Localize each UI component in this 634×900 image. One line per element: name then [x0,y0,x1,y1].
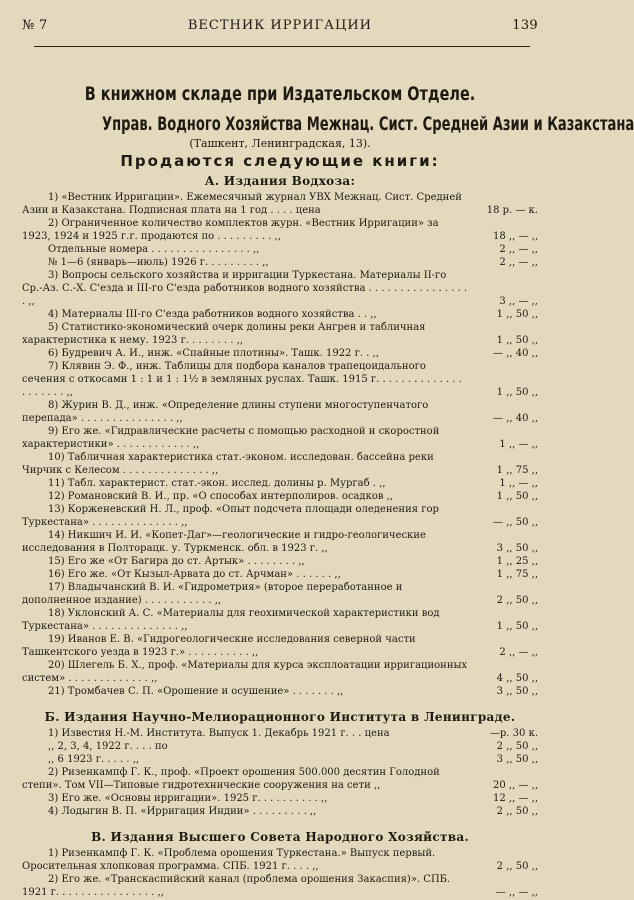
header-rule [34,46,530,47]
book-entry [22,256,538,269]
book-entry [22,555,538,568]
book-entry-price: —р. 30 к. [489,728,538,739]
book-entry [22,766,538,792]
book-entry [22,727,538,740]
book-entry-price: 2 ,, 50 ,, [496,861,538,872]
book-entry [22,568,538,581]
book-entry-price: 1 ,, 75 ,, [496,465,538,476]
book-entry-text: 2) Ризенкампф Г. К., проф. «Проект орошения 500.000 десятин Голодной степи». Том VII—Типовые гидротехнические сооружения на сети ,, [22,767,440,791]
book-entry-text: 19) Иванов Е. В. «Гидрогеологические исследования северной части Ташкентского уезда в 1923 г.» . . . . . . . . . . ,, [22,634,416,658]
book-entry [22,347,538,360]
book-entry [22,529,538,555]
book-entry-text: 5) Статистико-экономический очерк долины реки Ангрен и табличная характеристика к нему. 1923 г. . . . . . . . ,, [22,322,426,346]
book-entry-text: Отдельные номера . . . . . . . . . . . . . . . . ,, [48,244,260,255]
book-entry-price: 2 ,, — ,, [499,647,538,658]
section-heading: Б. Издания Научно-Мелиорационного Института в Ленинграде. [44,710,516,724]
book-entry [22,633,538,659]
book-entry [22,321,538,347]
book-entry-text: 18) Уклонский А. С. «Материалы для геохимической характеристики вод Туркестана» . . . . . . . . . . . . . . ,, [22,608,440,632]
book-entry [22,685,538,698]
book-entry-text: № 1—6 (январь—июль) 1926 г. . . . . . . . . ,, [48,257,269,268]
book-entry-text: 3) Вопросы сельского хозяйства и ирригации Туркестана. Материалы II-го Ср.-Аз. С.-Х. С'езда и III-го С'езда работников водного хозяйства . . . . . . . . . . . . . . . . . ,, [22,270,468,307]
book-entry-text: 6) Будревич А. И., инж. «Спайные плотины». Ташк. 1922 г. . ,, [48,348,379,359]
book-entry-price: 2 ,, — ,, [499,244,538,255]
section-heading: В. Издания Высшего Совета Народного Хозяйства. [91,830,469,844]
book-entry-price: 1 ,, — ,, [499,439,538,450]
book-entry-price: 4 ,, 50 ,, [496,673,538,684]
page-number: 139 [512,18,538,33]
book-entry-price: — ,, 40 ,, [493,348,538,359]
book-entry-price: 1 ,, 50 ,, [496,309,538,320]
book-entry-price: — ,, 50 ,, [493,517,538,528]
book-entry-price: 1 ,, 75 ,, [496,569,538,580]
book-entry [22,360,538,399]
journal-title: ВЕСТНИК ИРРИГАЦИИ [187,18,373,33]
book-entry-text: 11) Табл. характерист. стат.-экон. исслед. долины р. Мургаб . ,, [48,478,386,489]
book-entry-text: 3) Его же. «Основы ирригации». 1925 г. . . . . . . . . . ,, [48,793,328,804]
book-entry-price: 2 ,, — ,, [499,257,538,268]
book-entry-text: 12) Романовский В. И., пр. «О способах интерполиров. осадков ,, [48,491,394,502]
book-entry-price: — ,, — ,, [495,887,538,898]
book-entry-text: 17) Владычанский В. И. «Гидрометрия» (второе переработанное и дополненное издание) . . . . . . . . . . . ,, [22,582,403,606]
section-heading: А. Издания Водхоза: [204,174,356,188]
book-entry [22,659,538,685]
book-entry-price: 3 ,, — ,, [499,296,538,307]
book-entry-text: 21) Тромбачев С. П. «Орошение и осушение» . . . . . . . ,, [48,686,344,697]
book-entry [22,847,538,873]
book-entry-text: 8) Журин В. Д., инж. «Определение длины ступени многоступенчатого перепада» . . . . . . . . . . . . . . . ,, [22,400,429,424]
book-entry-text: ,, 6 1923 г. . . . . ,, [48,754,140,765]
book-entry-text: 15) Его же «От Багира до ст. Артык» . . . . . . . . ,, [48,556,305,567]
book-entry-text: 1) «Вестник Ирригации». Ежемесячный журнал УВХ Межнац. Сист. Средней Азии и Казакстана. Подписная плата на 1 год . . . . цена [22,192,462,216]
book-entry-price: 3 ,, 50 ,, [496,754,538,765]
book-entry [22,243,538,256]
book-entry-price: 18 ,, — ,, [493,231,538,242]
book-entry-text: 14) Никшич И. И. «Копет-Даг»—геологические и гидро-геологические исследования в Полторацк. у. Туркменск. обл. в 1923 г. ,, [22,530,426,554]
book-entry-price: 1 ,, — ,, [499,478,538,489]
book-entry-price: 12 ,, — ,, [493,793,538,804]
book-entry [22,425,538,451]
book-entry-price: 1 ,, 50 ,, [496,335,538,346]
book-entry [22,490,538,503]
book-entry-text: 4) Материалы III-го С'езда работников водного хозяйства . . ,, [48,309,377,320]
book-entry-price: — ,, 40 ,, [493,413,538,424]
book-entry [22,308,538,321]
book-entry-price: 1 ,, 50 ,, [496,621,538,632]
book-entry [22,217,538,243]
book-entry [22,451,538,477]
book-entry [22,805,538,818]
book-entry [22,753,538,766]
book-entry-price: 2 ,, 50 ,, [496,595,538,606]
title-line-1: В книжном складе при Издательском Отделе. [84,83,476,105]
book-entry [22,873,538,899]
book-sections [22,174,538,899]
book-entry [22,607,538,633]
book-entry-text: ,, 2, 3, 4, 1922 г. . . . по [48,741,168,752]
issue-number: № 7 [22,18,48,33]
book-entry-price: 2 ,, 50 ,, [496,741,538,752]
book-entry [22,581,538,607]
book-entry [22,191,538,217]
book-entry-text: 1) Ризенкампф Г. К. «Проблема орошения Туркестана.» Выпуск первый. Оросительная хлопковая программа. СПБ. 1921 г. . . . ,, [22,848,436,872]
book-entry-price: 18 р. — к. [486,205,538,216]
book-entry-text: 1) Известия Н.-М. Института. Выпуск 1. Декабрь 1921 г. . . цена [48,728,390,739]
book-entry [22,503,538,529]
book-entry-price: 1 ,, 50 ,, [496,491,538,502]
book-entry [22,740,538,753]
book-entry-price: 2 ,, 50 ,, [496,806,538,817]
book-entry-text: 13) Корженевский Н. Л., проф. «Опыт подсчета площади оледенения гор Туркестана» . . . . . . . . . . . . . . ,, [22,504,439,528]
book-entry-text: 16) Его же. «От Кызыл-Арвата до ст. Арчман» . . . . . . ,, [48,569,341,580]
title-line-2: Управ. Водного Хозяйства Межнац. Сист. Средней Азии и Казакстана [101,113,634,135]
book-entry-text: 7) Клявин Э. Ф., инж. Таблицы для подбора каналов трапецоидального сечения с откосами 1 : 1 и 1 : 1½ в земляных руслах. Ташк. 1915 г. . . . . . . . . . . . . . . . . . . . . ,, [22,361,462,398]
book-entry-text: 9) Его же. «Гидравлические расчеты с помощью расходной и скоростной характеристики» . . . . . . . . . . . . ,, [22,426,440,450]
book-entry-text: 2) Ограниченное количество комплектов журн. «Вестник Ирригации» за 1923, 1924 и 1925 г.г. продаются по . . . . . . . . . ,, [22,218,439,242]
book-entry-text: 4) Лодыгин В. П. «Ирригация Индии» . . . . . . . . . ,, [48,806,317,817]
book-entry-text: 20) Шлегель Б. Х., проф. «Материалы для курса эксплоатации ирригационных систем» . . . . . . . . . . . . . ,, [22,660,468,684]
book-entry-text: 2) Его же. «Транскаспийский канал (проблема орошения Закаспия)». СПБ. 1921 г. . . . . . . . . . . . . . . . ,, [22,874,451,898]
section-gap [22,698,538,706]
book-entry-price: 1 ,, 25 ,, [496,556,538,567]
address: (Ташкент, Ленинградская, 13). [189,137,371,150]
book-entry-text: 10) Табличная характеристика стат.-эконом. исследован. бассейна реки Чирчик с Келесом . . . . . . . . . . . . . . ,, [22,452,434,476]
book-entry-price: 3 ,, 50 ,, [496,686,538,697]
book-entry [22,792,538,805]
book-entry [22,269,538,308]
book-entry-price: 20 ,, — ,, [493,780,538,791]
section-gap [22,818,538,826]
book-entry [22,399,538,425]
sale-heading: Продаются следующие книги: [120,152,440,170]
running-header [22,0,538,33]
book-entry [22,477,538,490]
book-entry-price: 1 ,, 50 ,, [496,387,538,398]
book-entry-price: 3 ,, 50 ,, [496,543,538,554]
